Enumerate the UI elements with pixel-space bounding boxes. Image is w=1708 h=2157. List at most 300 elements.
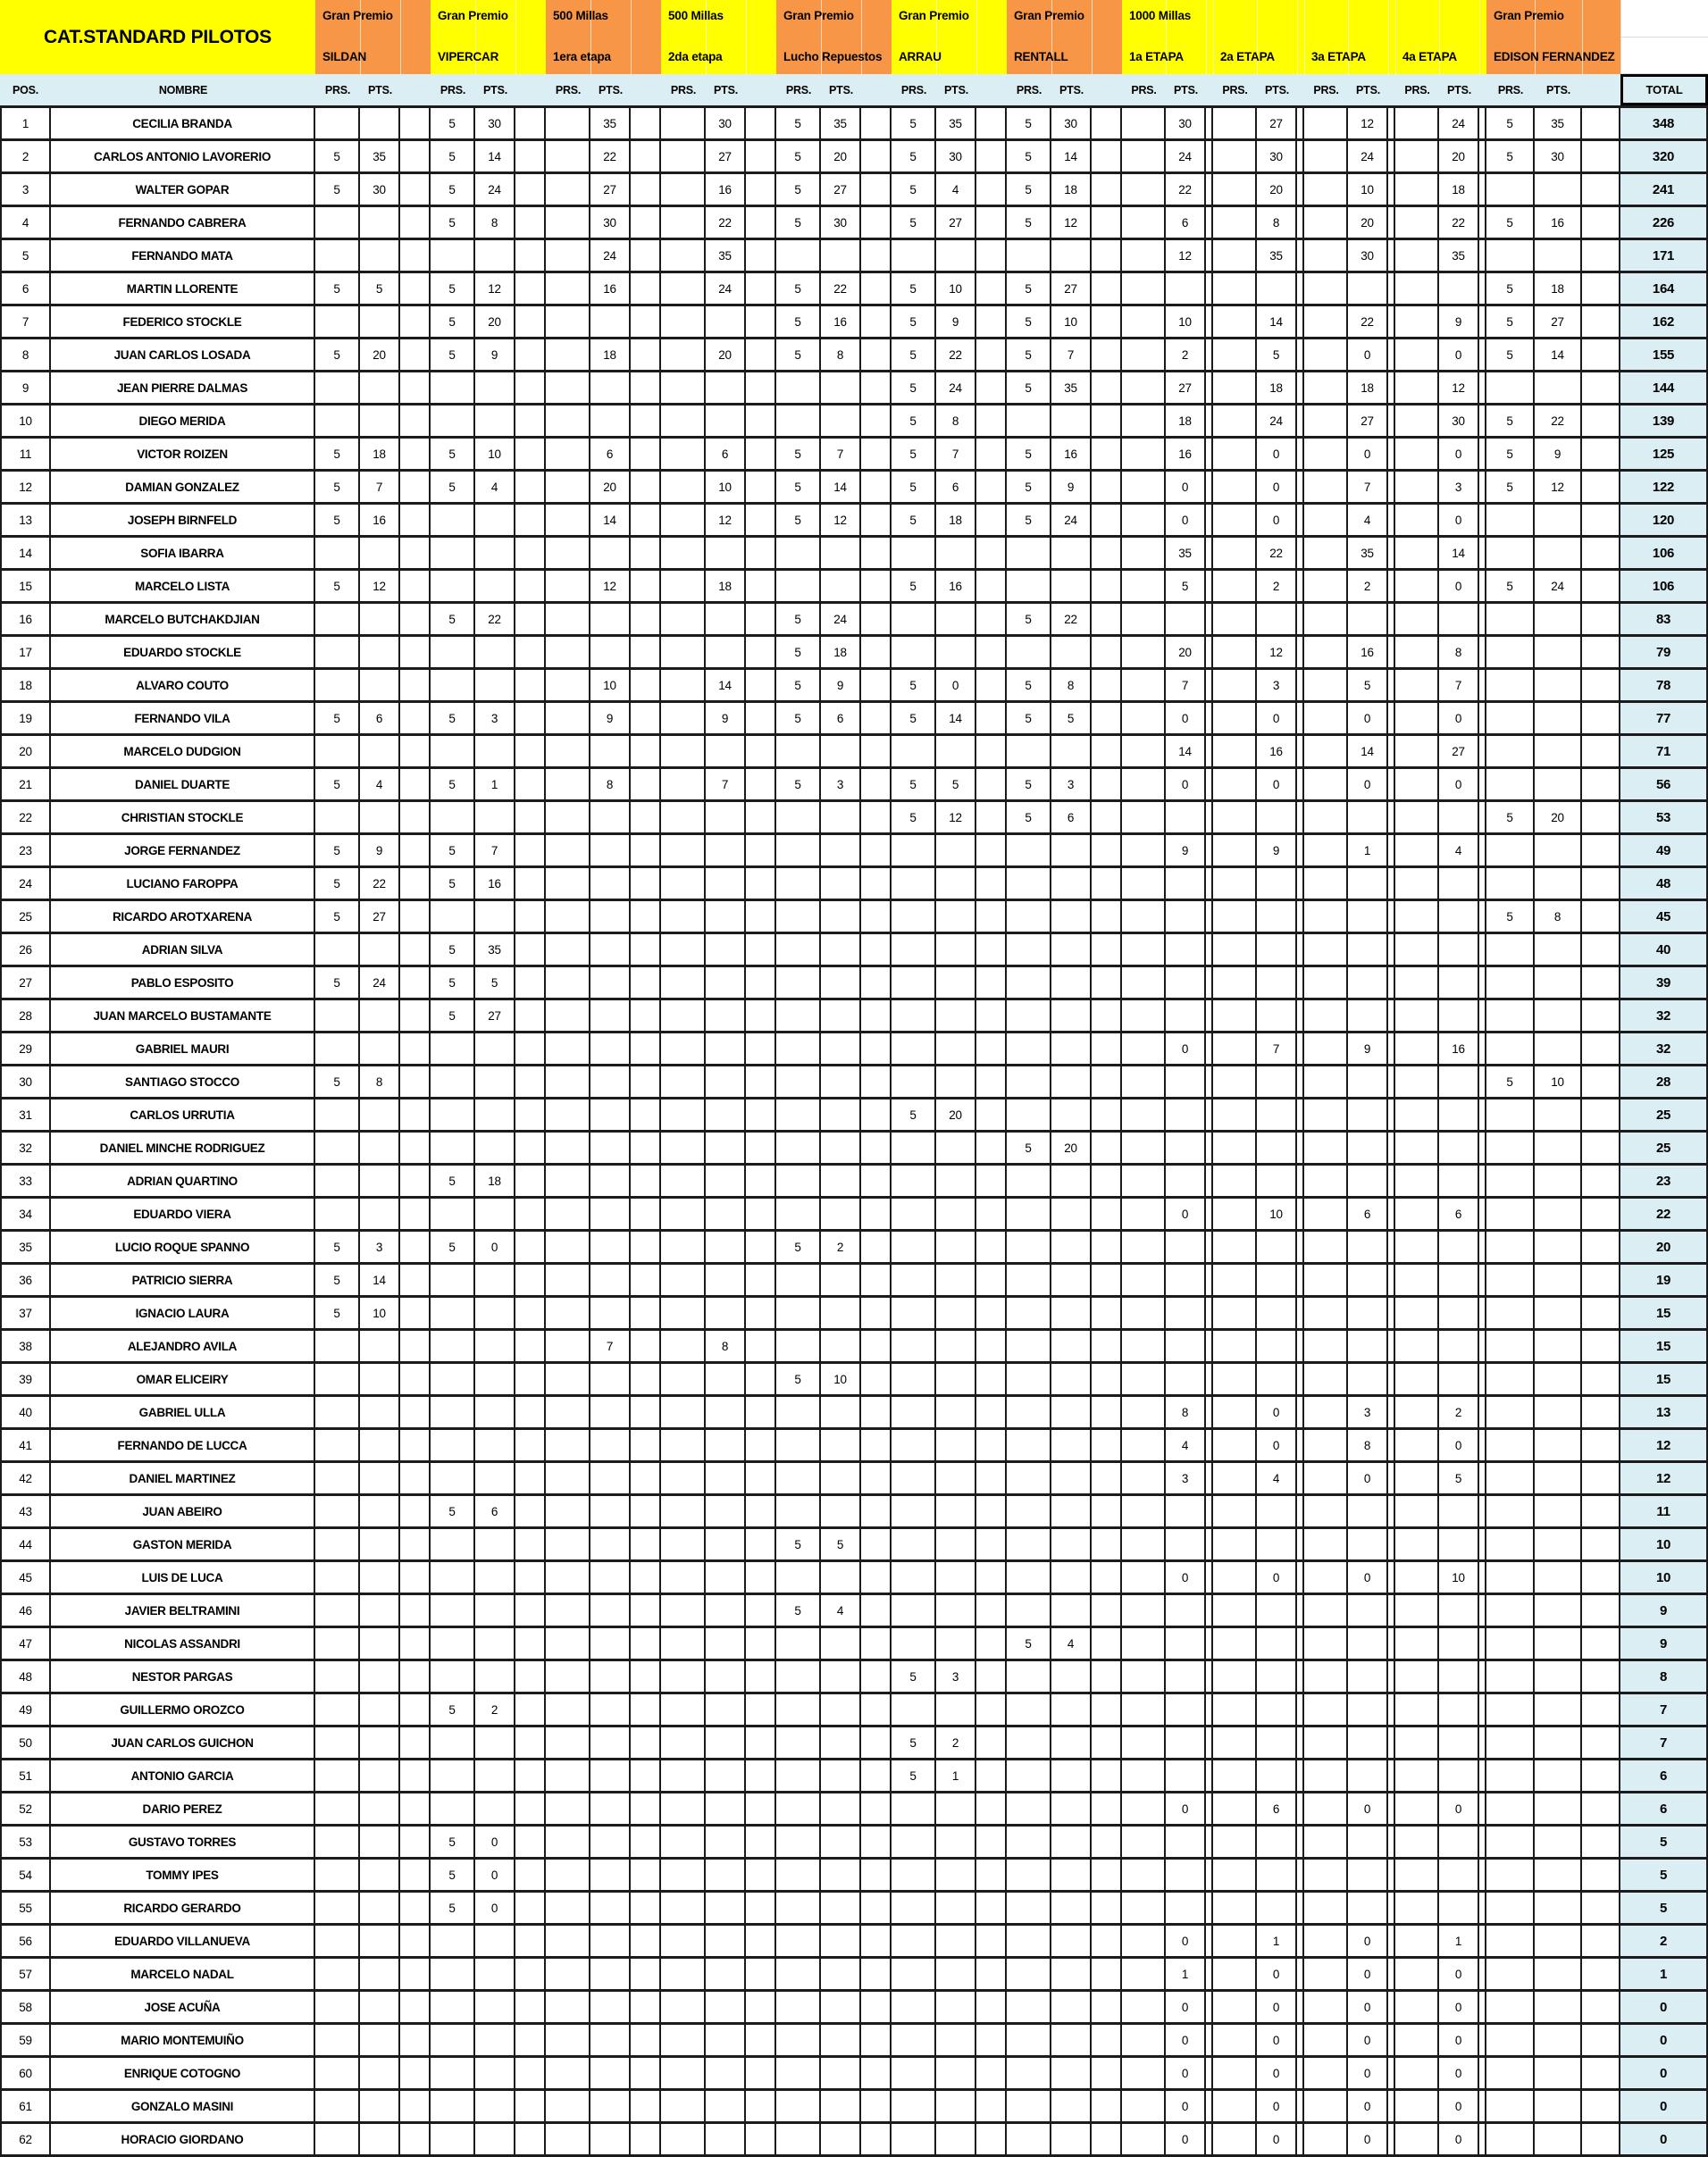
pts-cell[interactable] — [936, 1562, 976, 1595]
pts-cell[interactable] — [1051, 2091, 1092, 2124]
prs-cell[interactable] — [315, 1133, 360, 1166]
spacer-cell[interactable] — [1582, 1331, 1620, 1364]
pts-cell[interactable] — [590, 372, 631, 405]
prs-cell[interactable] — [776, 1000, 821, 1033]
spacer-cell[interactable] — [746, 571, 776, 604]
prs-cell[interactable]: 5 — [1007, 1133, 1051, 1166]
pts-cell[interactable]: 30 — [1535, 141, 1582, 174]
spacer-cell[interactable] — [1479, 306, 1486, 339]
pts-cell[interactable] — [1439, 1595, 1479, 1628]
name-cell[interactable]: JAVIER BELTRAMINI — [51, 1595, 315, 1628]
spacer-cell[interactable] — [1388, 1232, 1395, 1265]
prs-cell[interactable]: 5 — [431, 108, 475, 141]
prs-cell[interactable] — [892, 240, 936, 273]
pts-cell[interactable] — [590, 1860, 631, 1893]
pts-cell[interactable] — [1348, 1827, 1388, 1860]
spacer-cell[interactable] — [1479, 1397, 1486, 1430]
spacer-cell[interactable] — [1582, 108, 1620, 141]
pts-cell[interactable] — [590, 1727, 631, 1760]
spacer-cell[interactable] — [976, 207, 1007, 240]
spacer-cell[interactable] — [1297, 1793, 1304, 1827]
spacer-cell[interactable] — [515, 141, 546, 174]
pts-cell[interactable] — [590, 1397, 631, 1430]
prs-cell[interactable]: 5 — [1007, 604, 1051, 637]
pts-cell[interactable]: 24 — [1051, 505, 1092, 538]
pts-cell[interactable] — [1348, 1298, 1388, 1331]
spacer-cell[interactable] — [1297, 571, 1304, 604]
spacer-cell[interactable] — [1479, 339, 1486, 372]
name-cell[interactable]: OMAR ELICEIRY — [51, 1364, 315, 1397]
spacer-cell[interactable] — [1479, 538, 1486, 571]
pts-cell[interactable] — [590, 1992, 631, 2025]
spacer-cell[interactable] — [976, 1860, 1007, 1893]
spacer-cell[interactable] — [1388, 405, 1395, 439]
spacer-cell[interactable] — [400, 1893, 431, 1926]
total-cell[interactable]: 106 — [1620, 538, 1708, 571]
prs-cell[interactable] — [1007, 1661, 1051, 1694]
total-cell[interactable]: 53 — [1620, 802, 1708, 835]
spacer-cell[interactable] — [400, 2124, 431, 2157]
prs-cell[interactable] — [1395, 1496, 1439, 1529]
pts-cell[interactable] — [1051, 1926, 1092, 1959]
pos-cell[interactable]: 48 — [0, 1661, 51, 1694]
spacer-cell[interactable] — [976, 1827, 1007, 1860]
spacer-cell[interactable] — [976, 1298, 1007, 1331]
spacer-cell[interactable] — [746, 1397, 776, 1430]
prs-cell[interactable] — [1395, 372, 1439, 405]
spacer-cell[interactable] — [861, 1661, 892, 1694]
spacer-cell[interactable] — [1582, 1066, 1620, 1099]
pts-cell[interactable]: 6 — [821, 703, 861, 736]
prs-cell[interactable]: 5 — [776, 1364, 821, 1397]
spacer-cell[interactable] — [1092, 108, 1122, 141]
name-cell[interactable]: PABLO ESPOSITO — [51, 967, 315, 1000]
pts-cell[interactable]: 0 — [1439, 769, 1479, 802]
spacer-cell[interactable] — [746, 1496, 776, 1529]
pts-cell[interactable]: 0 — [1439, 2025, 1479, 2058]
spacer-cell[interactable] — [1582, 141, 1620, 174]
spacer-cell[interactable] — [976, 1727, 1007, 1760]
name-cell[interactable]: JUAN CARLOS GUICHON — [51, 1727, 315, 1760]
pts-cell[interactable]: 2 — [1348, 571, 1388, 604]
prs-cell[interactable] — [1007, 2124, 1051, 2157]
pts-cell[interactable] — [1051, 1562, 1092, 1595]
pts-cell[interactable] — [475, 1760, 515, 1793]
prs-cell[interactable]: 5 — [431, 1694, 475, 1727]
prs-cell[interactable] — [1304, 1066, 1348, 1099]
prs-cell[interactable] — [431, 2025, 475, 2058]
spacer-cell[interactable] — [746, 1860, 776, 1893]
pts-cell[interactable] — [821, 1893, 861, 1926]
prs-cell[interactable] — [661, 571, 706, 604]
spacer-cell[interactable] — [400, 769, 431, 802]
pts-cell[interactable] — [821, 2091, 861, 2124]
pts-cell[interactable] — [1535, 1199, 1582, 1232]
spacer-cell[interactable] — [976, 1066, 1007, 1099]
spacer-cell[interactable] — [1479, 835, 1486, 868]
pts-cell[interactable] — [1257, 1760, 1297, 1793]
prs-cell[interactable] — [1122, 1397, 1166, 1430]
pts-cell[interactable] — [1257, 1661, 1297, 1694]
spacer-cell[interactable] — [1388, 802, 1395, 835]
pts-cell[interactable]: 0 — [1166, 1926, 1206, 1959]
pts-cell[interactable] — [1051, 1463, 1092, 1496]
prs-cell[interactable] — [1486, 174, 1535, 207]
spacer-cell[interactable] — [400, 1727, 431, 1760]
spacer-cell[interactable] — [1582, 273, 1620, 306]
pos-cell[interactable]: 18 — [0, 670, 51, 703]
pos-cell[interactable]: 42 — [0, 1463, 51, 1496]
pts-cell[interactable] — [590, 1166, 631, 1199]
spacer-cell[interactable] — [1297, 372, 1304, 405]
pts-cell[interactable] — [475, 1199, 515, 1232]
prs-cell[interactable] — [546, 1860, 590, 1893]
pts-cell[interactable]: 4 — [1348, 505, 1388, 538]
spacer-cell[interactable] — [1582, 505, 1620, 538]
spacer-cell[interactable] — [1092, 1827, 1122, 1860]
prs-cell[interactable] — [1122, 1661, 1166, 1694]
spacer-cell[interactable] — [861, 1166, 892, 1199]
spacer-cell[interactable] — [1297, 1760, 1304, 1793]
pts-cell[interactable] — [1535, 1430, 1582, 1463]
spacer-cell[interactable] — [746, 1232, 776, 1265]
prs-cell[interactable]: 5 — [1486, 1066, 1535, 1099]
prs-cell[interactable] — [1007, 835, 1051, 868]
prs-cell[interactable]: 5 — [776, 306, 821, 339]
spacer-cell[interactable] — [1092, 571, 1122, 604]
pts-cell[interactable] — [1439, 1331, 1479, 1364]
spacer-cell[interactable] — [861, 108, 892, 141]
pts-cell[interactable]: 2 — [1257, 571, 1297, 604]
pos-cell[interactable]: 8 — [0, 339, 51, 372]
spacer-cell[interactable] — [515, 1000, 546, 1033]
pts-cell[interactable]: 0 — [1257, 439, 1297, 472]
prs-cell[interactable] — [1395, 1166, 1439, 1199]
spacer-cell[interactable] — [1479, 868, 1486, 901]
spacer-cell[interactable] — [400, 1364, 431, 1397]
col-header-pts[interactable]: PTS. — [714, 83, 738, 96]
prs-cell[interactable] — [315, 1529, 360, 1562]
pts-cell[interactable] — [821, 2058, 861, 2091]
name-cell[interactable]: MARCELO NADAL — [51, 1959, 315, 1992]
pts-cell[interactable] — [1535, 1926, 1582, 1959]
pts-cell[interactable] — [1439, 934, 1479, 967]
prs-cell[interactable] — [892, 1793, 936, 1827]
prs-cell[interactable] — [892, 1033, 936, 1066]
pts-cell[interactable]: 6 — [1439, 1199, 1479, 1232]
spacer-cell[interactable] — [1297, 637, 1304, 670]
prs-cell[interactable] — [1007, 240, 1051, 273]
pts-cell[interactable] — [360, 1793, 400, 1827]
pts-cell[interactable]: 14 — [936, 703, 976, 736]
prs-cell[interactable] — [1007, 637, 1051, 670]
spacer-cell[interactable] — [1206, 1099, 1213, 1133]
pts-cell[interactable]: 9 — [936, 306, 976, 339]
prs-cell[interactable]: 5 — [892, 108, 936, 141]
pts-cell[interactable]: 16 — [475, 868, 515, 901]
prs-cell[interactable]: 5 — [892, 174, 936, 207]
pts-cell[interactable]: 14 — [360, 1265, 400, 1298]
pos-cell[interactable]: 37 — [0, 1298, 51, 1331]
spacer-cell[interactable] — [1479, 1430, 1486, 1463]
pts-cell[interactable]: 30 — [936, 141, 976, 174]
prs-cell[interactable] — [892, 1331, 936, 1364]
pts-cell[interactable] — [706, 1099, 746, 1133]
spacer-cell[interactable] — [1206, 1992, 1213, 2025]
pos-cell[interactable]: 44 — [0, 1529, 51, 1562]
spacer-cell[interactable] — [1092, 1694, 1122, 1727]
name-cell[interactable]: MARTIN LLORENTE — [51, 273, 315, 306]
spacer-cell[interactable] — [1388, 207, 1395, 240]
prs-cell[interactable] — [1486, 538, 1535, 571]
pts-cell[interactable] — [475, 1066, 515, 1099]
spacer-cell[interactable] — [1388, 2058, 1395, 2091]
prs-cell[interactable] — [1486, 736, 1535, 769]
spacer-cell[interactable] — [400, 306, 431, 339]
spacer-cell[interactable] — [1092, 273, 1122, 306]
pts-cell[interactable]: 0 — [1439, 1793, 1479, 1827]
pts-cell[interactable]: 7 — [475, 835, 515, 868]
pts-cell[interactable] — [1166, 1364, 1206, 1397]
spacer-cell[interactable] — [1297, 1397, 1304, 1430]
pts-cell[interactable] — [821, 1265, 861, 1298]
total-cell[interactable]: 125 — [1620, 439, 1708, 472]
pos-cell[interactable]: 40 — [0, 1397, 51, 1430]
spacer-cell[interactable] — [515, 1066, 546, 1099]
prs-cell[interactable] — [1395, 1562, 1439, 1595]
prs-cell[interactable] — [776, 1033, 821, 1066]
spacer-cell[interactable] — [515, 1793, 546, 1827]
spacer-cell[interactable] — [1206, 1066, 1213, 1099]
spacer-cell[interactable] — [1388, 604, 1395, 637]
spacer-cell[interactable] — [1297, 1033, 1304, 1066]
pts-cell[interactable] — [821, 1430, 861, 1463]
pts-cell[interactable] — [475, 1727, 515, 1760]
prs-cell[interactable] — [1122, 1066, 1166, 1099]
spacer-cell[interactable] — [1388, 934, 1395, 967]
spacer-cell[interactable] — [400, 1298, 431, 1331]
spacer-cell[interactable] — [976, 967, 1007, 1000]
prs-cell[interactable] — [431, 736, 475, 769]
spacer-cell[interactable] — [631, 835, 661, 868]
prs-cell[interactable] — [1007, 1959, 1051, 1992]
pts-cell[interactable] — [1348, 802, 1388, 835]
pts-cell[interactable] — [590, 538, 631, 571]
spacer-cell[interactable] — [1206, 835, 1213, 868]
pts-cell[interactable] — [360, 1661, 400, 1694]
spacer-cell[interactable] — [976, 1496, 1007, 1529]
prs-cell[interactable] — [1122, 901, 1166, 934]
pts-cell[interactable] — [475, 802, 515, 835]
pts-cell[interactable]: 14 — [1051, 141, 1092, 174]
prs-cell[interactable] — [1007, 1331, 1051, 1364]
col-header-pos[interactable]: POS. — [12, 83, 39, 96]
prs-cell[interactable] — [315, 1926, 360, 1959]
spacer-cell[interactable] — [1479, 637, 1486, 670]
spacer-cell[interactable] — [861, 835, 892, 868]
pts-cell[interactable] — [590, 604, 631, 637]
spacer-cell[interactable] — [746, 472, 776, 505]
pos-cell[interactable]: 28 — [0, 1000, 51, 1033]
pts-cell[interactable] — [706, 2058, 746, 2091]
spacer-cell[interactable] — [861, 604, 892, 637]
prs-cell[interactable] — [1007, 1694, 1051, 1727]
pts-cell[interactable] — [1051, 901, 1092, 934]
prs-cell[interactable] — [431, 505, 475, 538]
prs-cell[interactable] — [1122, 1827, 1166, 1860]
prs-cell[interactable] — [661, 2058, 706, 2091]
spacer-cell[interactable] — [1206, 174, 1213, 207]
pts-cell[interactable]: 30 — [821, 207, 861, 240]
spacer-cell[interactable] — [746, 1529, 776, 1562]
prs-cell[interactable]: 5 — [431, 1496, 475, 1529]
prs-cell[interactable] — [546, 967, 590, 1000]
spacer-cell[interactable] — [976, 571, 1007, 604]
pts-cell[interactable]: 4 — [1439, 835, 1479, 868]
spacer-cell[interactable] — [861, 505, 892, 538]
prs-cell[interactable] — [1304, 1959, 1348, 1992]
pts-cell[interactable] — [360, 1860, 400, 1893]
pts-cell[interactable]: 0 — [1439, 1430, 1479, 1463]
pos-cell[interactable]: 53 — [0, 1827, 51, 1860]
prs-cell[interactable] — [1213, 439, 1257, 472]
pos-cell[interactable]: 38 — [0, 1331, 51, 1364]
pts-cell[interactable]: 22 — [1166, 174, 1206, 207]
total-cell[interactable]: 12 — [1620, 1430, 1708, 1463]
spacer-cell[interactable] — [1388, 174, 1395, 207]
spacer-cell[interactable] — [1297, 2058, 1304, 2091]
prs-cell[interactable] — [776, 1562, 821, 1595]
spacer-cell[interactable] — [1297, 1628, 1304, 1661]
spacer-cell[interactable] — [861, 1793, 892, 1827]
prs-cell[interactable] — [1486, 1893, 1535, 1926]
pts-cell[interactable] — [1348, 934, 1388, 967]
pts-cell[interactable] — [590, 835, 631, 868]
pts-cell[interactable] — [1257, 1099, 1297, 1133]
pts-cell[interactable] — [475, 1793, 515, 1827]
prs-cell[interactable] — [661, 1893, 706, 1926]
pts-cell[interactable]: 0 — [1348, 1926, 1388, 1959]
spacer-cell[interactable] — [631, 1959, 661, 1992]
spacer-cell[interactable] — [1582, 2124, 1620, 2157]
prs-cell[interactable]: 5 — [776, 339, 821, 372]
prs-cell[interactable]: 5 — [1486, 273, 1535, 306]
spacer-cell[interactable] — [1582, 802, 1620, 835]
spacer-cell[interactable] — [1092, 1628, 1122, 1661]
spacer-cell[interactable] — [1297, 703, 1304, 736]
spacer-cell[interactable] — [515, 1331, 546, 1364]
prs-cell[interactable] — [1486, 868, 1535, 901]
spacer-cell[interactable] — [1206, 1298, 1213, 1331]
pts-cell[interactable] — [360, 802, 400, 835]
pos-cell[interactable]: 24 — [0, 868, 51, 901]
pts-cell[interactable] — [821, 571, 861, 604]
spacer-cell[interactable] — [1206, 1760, 1213, 1793]
prs-cell[interactable] — [1486, 1661, 1535, 1694]
pts-cell[interactable]: 20 — [821, 141, 861, 174]
prs-cell[interactable] — [1122, 472, 1166, 505]
prs-cell[interactable] — [661, 703, 706, 736]
prs-cell[interactable] — [1486, 1562, 1535, 1595]
prs-cell[interactable] — [1486, 240, 1535, 273]
pts-cell[interactable] — [936, 1364, 976, 1397]
pts-cell[interactable]: 4 — [360, 769, 400, 802]
spacer-cell[interactable] — [1479, 240, 1486, 273]
prs-cell[interactable] — [546, 2124, 590, 2157]
prs-cell[interactable] — [1304, 1099, 1348, 1133]
prs-cell[interactable] — [892, 1133, 936, 1166]
total-cell[interactable]: 39 — [1620, 967, 1708, 1000]
spacer-cell[interactable] — [861, 1959, 892, 1992]
spacer-cell[interactable] — [1297, 1166, 1304, 1199]
name-cell[interactable]: SANTIAGO STOCCO — [51, 1066, 315, 1099]
spacer-cell[interactable] — [631, 802, 661, 835]
spacer-cell[interactable] — [1297, 1000, 1304, 1033]
prs-cell[interactable] — [661, 1298, 706, 1331]
total-cell[interactable]: 0 — [1620, 2091, 1708, 2124]
pts-cell[interactable] — [936, 1232, 976, 1265]
prs-cell[interactable] — [1395, 1265, 1439, 1298]
spacer-cell[interactable] — [1297, 141, 1304, 174]
prs-cell[interactable] — [1395, 1232, 1439, 1265]
pts-cell[interactable] — [821, 1066, 861, 1099]
prs-cell[interactable] — [892, 1166, 936, 1199]
total-cell[interactable]: 22 — [1620, 1199, 1708, 1232]
prs-cell[interactable] — [892, 1959, 936, 1992]
pts-cell[interactable] — [1051, 1099, 1092, 1133]
total-cell[interactable]: 9 — [1620, 1595, 1708, 1628]
pts-cell[interactable] — [1348, 1232, 1388, 1265]
pts-cell[interactable]: 0 — [1348, 1463, 1388, 1496]
spacer-cell[interactable] — [1582, 1496, 1620, 1529]
pts-cell[interactable]: 4 — [936, 174, 976, 207]
pts-cell[interactable] — [1257, 868, 1297, 901]
prs-cell[interactable]: 5 — [776, 505, 821, 538]
pts-cell[interactable]: 18 — [821, 637, 861, 670]
prs-cell[interactable] — [1007, 1099, 1051, 1133]
prs-cell[interactable] — [1486, 2124, 1535, 2157]
prs-cell[interactable] — [546, 1793, 590, 1827]
pts-cell[interactable] — [1439, 901, 1479, 934]
total-cell[interactable]: 0 — [1620, 2124, 1708, 2157]
pts-cell[interactable] — [1535, 1727, 1582, 1760]
spacer-cell[interactable] — [1092, 1926, 1122, 1959]
prs-cell[interactable] — [892, 736, 936, 769]
prs-cell[interactable] — [892, 967, 936, 1000]
prs-cell[interactable] — [1304, 769, 1348, 802]
prs-cell[interactable] — [1213, 1694, 1257, 1727]
prs-cell[interactable] — [1486, 1992, 1535, 2025]
spacer-cell[interactable] — [1297, 108, 1304, 141]
prs-cell[interactable] — [1122, 174, 1166, 207]
prs-cell[interactable] — [1395, 1694, 1439, 1727]
pts-cell[interactable] — [821, 1760, 861, 1793]
prs-cell[interactable]: 5 — [315, 703, 360, 736]
spacer-cell[interactable] — [1092, 1860, 1122, 1893]
prs-cell[interactable] — [431, 538, 475, 571]
prs-cell[interactable] — [431, 670, 475, 703]
pts-cell[interactable]: 10 — [590, 670, 631, 703]
spacer-cell[interactable] — [1582, 1992, 1620, 2025]
pos-cell[interactable]: 57 — [0, 1959, 51, 1992]
pts-cell[interactable] — [590, 934, 631, 967]
spacer-cell[interactable] — [515, 339, 546, 372]
spacer-cell[interactable] — [1479, 108, 1486, 141]
prs-cell[interactable] — [546, 372, 590, 405]
name-cell[interactable]: GABRIEL ULLA — [51, 1397, 315, 1430]
spacer-cell[interactable] — [1206, 1727, 1213, 1760]
prs-cell[interactable] — [1122, 1099, 1166, 1133]
